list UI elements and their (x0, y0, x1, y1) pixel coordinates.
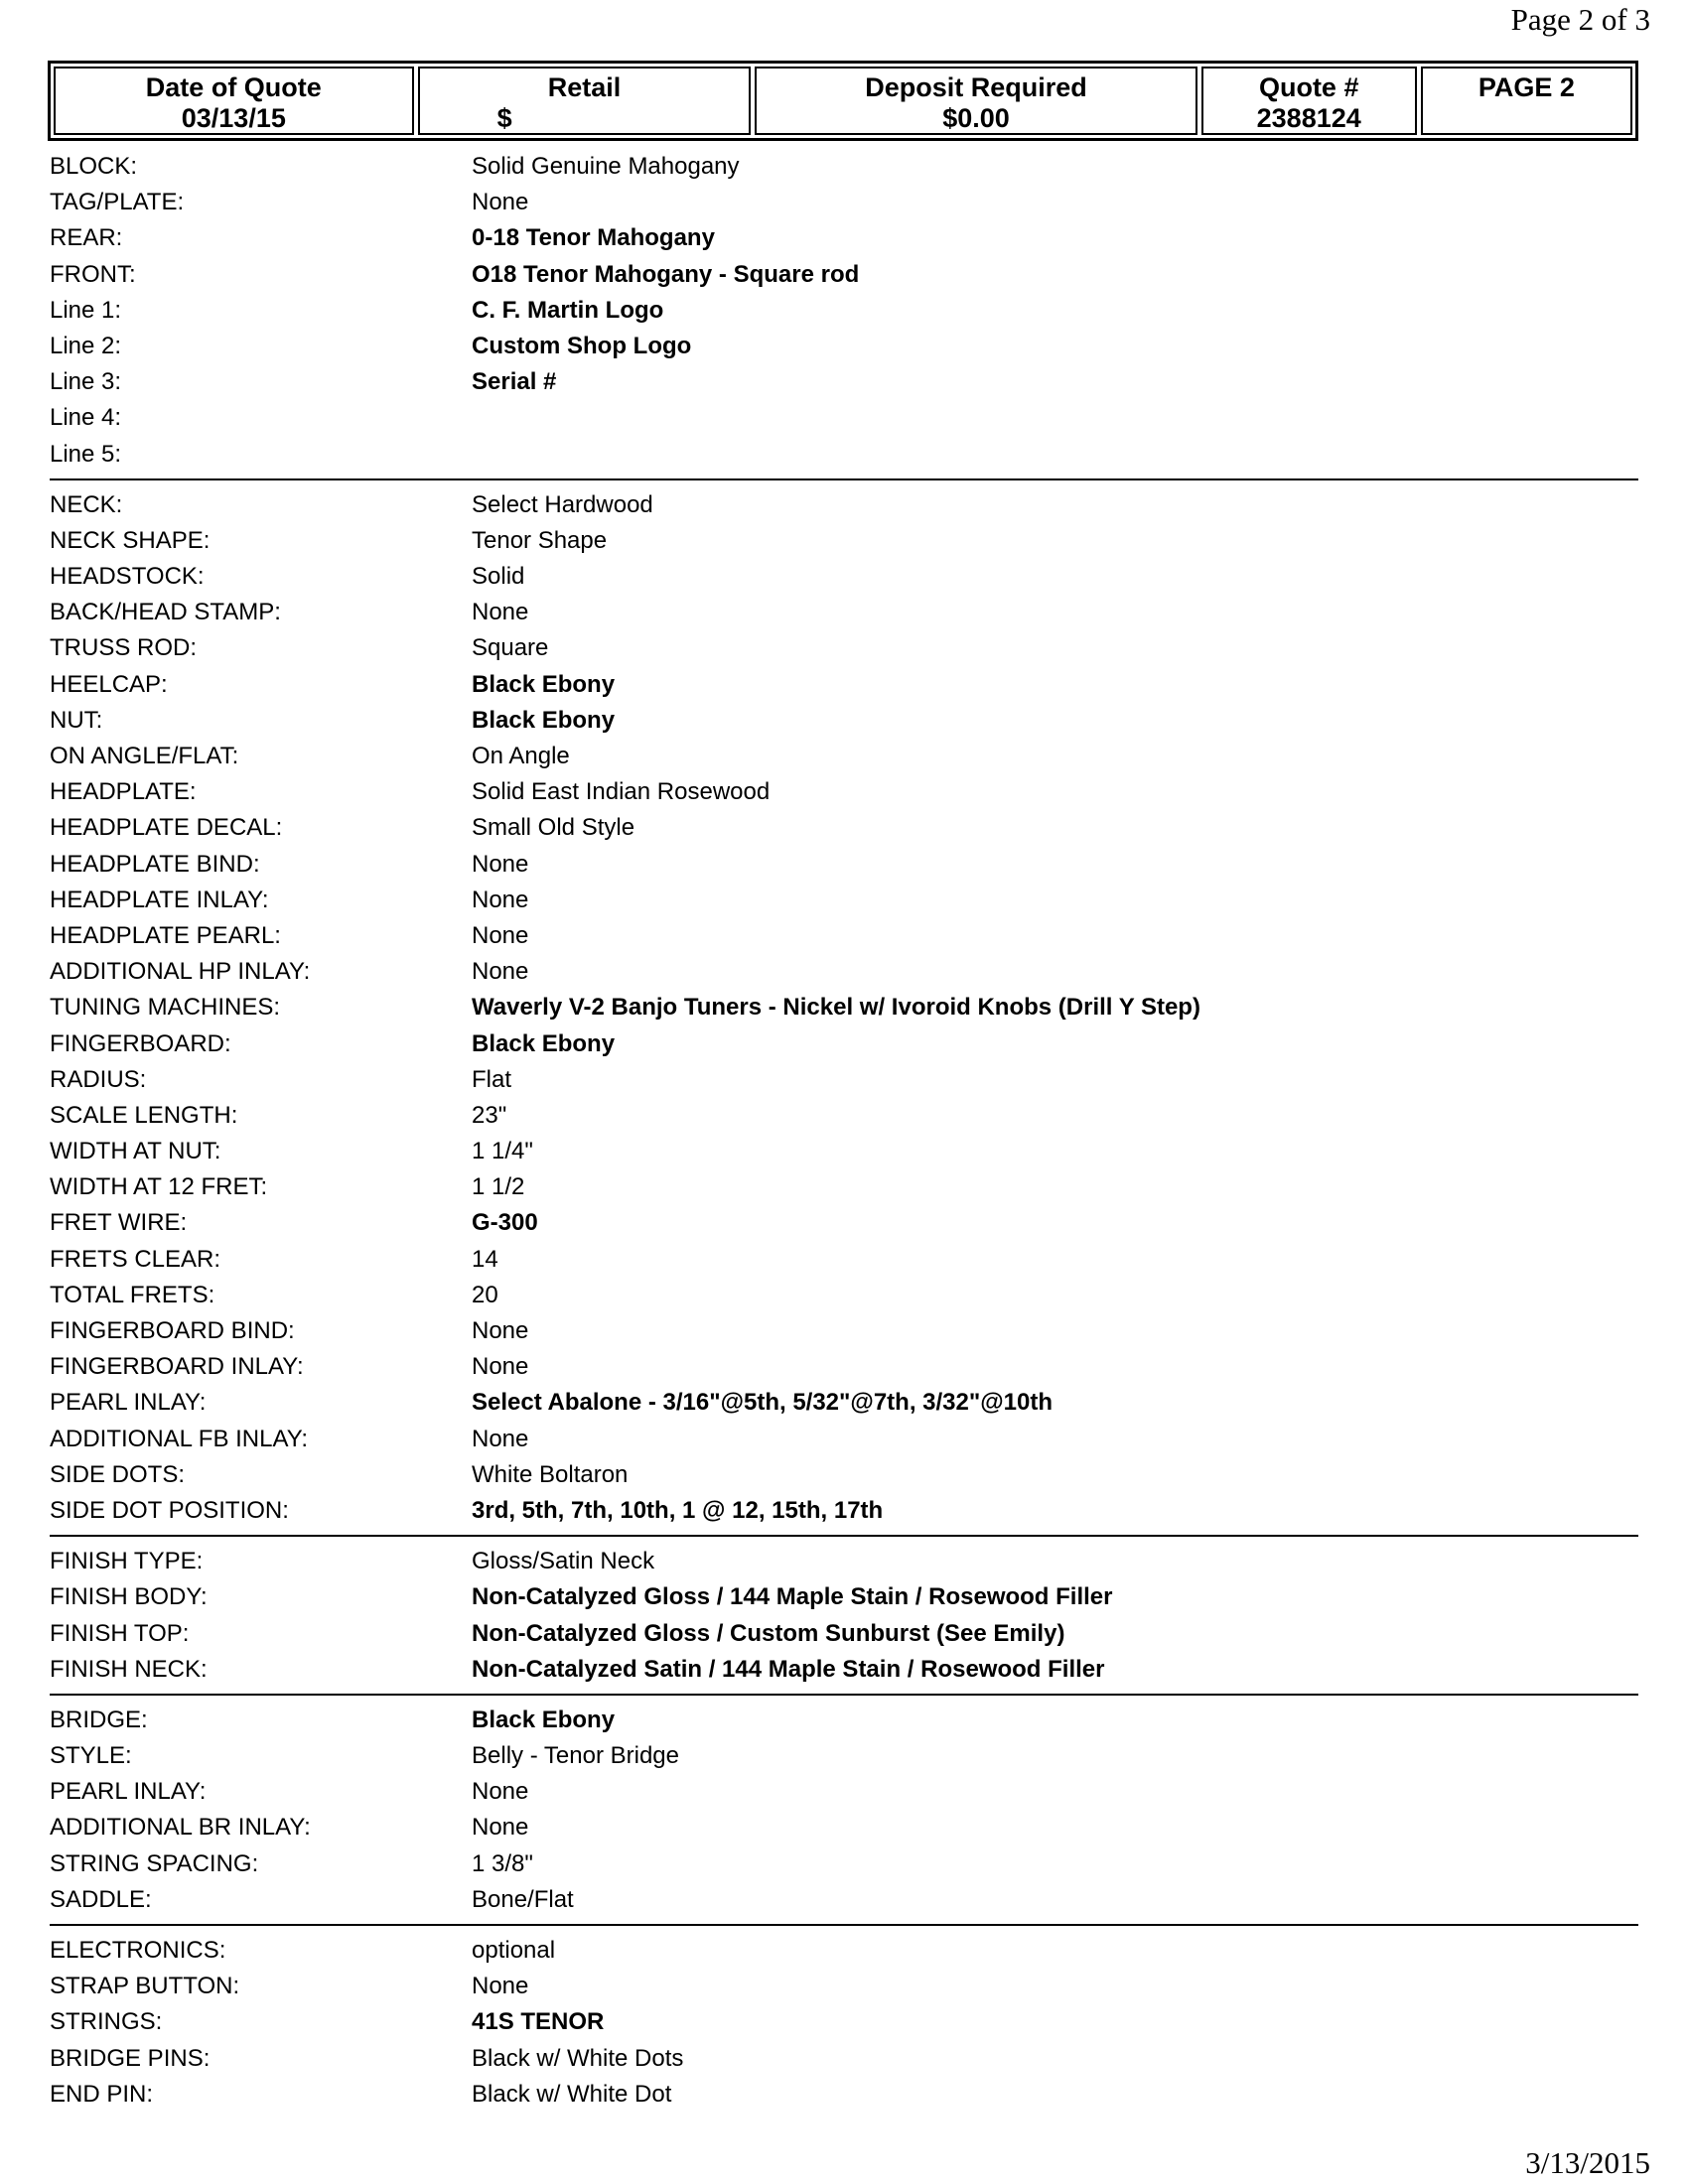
spec-label: ELECTRONICS: (50, 1937, 226, 1964)
deposit-required-label: Deposit Required (865, 72, 1087, 102)
spec-label: NECK: (50, 490, 123, 518)
spec-row (50, 149, 1638, 185)
spec-value: None (472, 921, 529, 949)
spec-label: STRINGS: (50, 2008, 163, 2036)
spec-row (50, 1493, 1638, 1529)
spec-value: Black Ebony (472, 670, 616, 698)
spec-row (50, 990, 1638, 1025)
spec-section (50, 487, 1638, 1537)
spec-label: FINGERBOARD BIND: (50, 1317, 295, 1344)
spec-row (50, 400, 1638, 436)
page-number: Page 2 of 3 (1510, 2, 1650, 37)
spec-label: PEARL INLAY: (50, 1778, 207, 1806)
spec-value: Belly - Tenor Bridge (472, 1742, 679, 1770)
deposit-required-value: $0.00 (942, 103, 1010, 133)
spec-value: Black Ebony (472, 1706, 616, 1733)
spec-row (50, 667, 1638, 703)
spec-label: Line 5: (50, 440, 122, 468)
spec-row (50, 918, 1638, 954)
spec-value: None (472, 958, 529, 986)
spec-label: HEADPLATE PEARL: (50, 921, 281, 949)
spec-label: BLOCK: (50, 153, 138, 180)
spec-row (50, 1933, 1638, 1969)
spec-row (50, 739, 1638, 774)
spec-label: SIDE DOTS: (50, 1460, 186, 1488)
spec-label: HEELCAP: (50, 670, 168, 698)
spec-row (50, 1313, 1638, 1349)
spec-value: Small Old Style (472, 814, 635, 842)
spec-label: TAG/PLATE: (50, 189, 185, 216)
spec-label: BRIDGE PINS: (50, 2044, 211, 2072)
spec-value: Square (472, 634, 549, 662)
spec-row (50, 1703, 1638, 1738)
spec-value: Black w/ White Dot (472, 2080, 672, 2108)
spec-row (50, 1062, 1638, 1098)
spec-label: BACK/HEAD STAMP: (50, 599, 281, 626)
spec-label: STYLE: (50, 1742, 132, 1770)
spec-row (50, 1278, 1638, 1313)
spec-row (50, 1242, 1638, 1278)
spec-label: PEARL INLAY: (50, 1389, 207, 1417)
spec-value: Non-Catalyzed Satin / 144 Maple Stain / Rosewood Filler (472, 1655, 1105, 1683)
spec-label: Line 2: (50, 332, 122, 359)
spec-label: BRIDGE: (50, 1706, 148, 1733)
spec-value: None (472, 1973, 529, 2000)
spec-label: TOTAL FRETS: (50, 1281, 215, 1308)
spec-value: 1 1/4" (472, 1138, 533, 1165)
spec-row (50, 329, 1638, 364)
spec-value: Black w/ White Dots (472, 2044, 684, 2072)
spec-value: None (472, 1814, 529, 1842)
spec-row (50, 293, 1638, 329)
spec-label: TRUSS ROD: (50, 634, 198, 662)
spec-row (50, 364, 1638, 400)
spec-value: Select Hardwood (472, 490, 653, 518)
spec-label: STRING SPACING: (50, 1849, 259, 1877)
spec-row (50, 1385, 1638, 1421)
spec-label: STRAP BUTTON: (50, 1973, 240, 2000)
spec-value: Select Abalone - 3/16"@5th, 5/32"@7th, 3/32"@10th (472, 1389, 1053, 1417)
spec-row (50, 220, 1638, 256)
spec-label: FINISH TOP: (50, 1619, 190, 1647)
spec-list (50, 149, 1638, 2125)
page-tag: PAGE 2 (1477, 72, 1575, 102)
spec-value: Flat (472, 1065, 512, 1093)
spec-value: G-300 (472, 1209, 538, 1237)
spec-label: HEADPLATE BIND: (50, 850, 260, 878)
spec-row (50, 1457, 1638, 1493)
spec-value: 0-18 Tenor Mahogany (472, 224, 715, 252)
spec-value: Custom Shop Logo (472, 332, 692, 359)
spec-row (50, 523, 1638, 559)
quote-number-label: Quote # (1258, 72, 1359, 102)
retail-cell (418, 67, 752, 135)
date-of-quote-cell (54, 67, 414, 135)
quote-number-cell (1201, 67, 1417, 135)
spec-label: WIDTH AT NUT: (50, 1138, 221, 1165)
spec-row (50, 630, 1638, 666)
spec-section (50, 1703, 1638, 1926)
spec-label: FINISH BODY: (50, 1583, 208, 1611)
spec-value: 23" (472, 1101, 507, 1129)
spec-label: Line 4: (50, 404, 122, 432)
spec-value: optional (472, 1937, 556, 1964)
spec-label: FRETS CLEAR: (50, 1245, 221, 1273)
spec-row (50, 1616, 1638, 1652)
spec-label: TUNING MACHINES: (50, 994, 281, 1022)
spec-row (50, 810, 1638, 846)
spec-value: Tenor Shape (472, 526, 608, 554)
spec-value: None (472, 850, 529, 878)
spec-row (50, 559, 1638, 595)
spec-row (50, 257, 1638, 293)
spec-row (50, 2077, 1638, 2113)
spec-label: FRONT: (50, 260, 136, 288)
spec-label: FINISH NECK: (50, 1655, 208, 1683)
spec-label: SADDLE: (50, 1885, 152, 1913)
spec-row (50, 185, 1638, 220)
spec-value: Waverly V-2 Banjo Tuners - Nickel w/ Ivoroid Knobs (Drill Y Step) (472, 994, 1200, 1022)
spec-value: Solid (472, 563, 525, 591)
spec-row (50, 1882, 1638, 1918)
spec-value: Non-Catalyzed Gloss / Custom Sunburst (See Emily) (472, 1619, 1065, 1647)
spec-row (50, 1026, 1638, 1062)
spec-row (50, 703, 1638, 739)
spec-value: O18 Tenor Mahogany - Square rod (472, 260, 860, 288)
spec-value: 20 (472, 1281, 498, 1308)
spec-value: Solid Genuine Mahogany (472, 153, 740, 180)
spec-section (50, 1544, 1638, 1696)
spec-row (50, 1422, 1638, 1457)
spec-label: HEADPLATE DECAL: (50, 814, 283, 842)
spec-label: FRET WIRE: (50, 1209, 188, 1237)
retail-label: Retail (547, 72, 622, 102)
spec-row (50, 1349, 1638, 1385)
spec-value: 41S TENOR (472, 2008, 605, 2036)
spec-label: RADIUS: (50, 1065, 147, 1093)
spec-label: END PIN: (50, 2080, 154, 2108)
spec-row (50, 954, 1638, 990)
spec-label: FINGERBOARD INLAY: (50, 1353, 304, 1381)
spec-row (50, 1134, 1638, 1169)
spec-value: Black Ebony (472, 1029, 616, 1057)
spec-row (50, 437, 1638, 473)
spec-value: None (472, 599, 529, 626)
spec-label: HEADPLATE: (50, 778, 197, 806)
date-of-quote-value: 03/13/15 (181, 103, 286, 133)
spec-row (50, 1652, 1638, 1688)
footer-date: 3/13/2015 (1525, 2145, 1650, 2180)
spec-section (50, 1933, 1638, 2118)
spec-row (50, 847, 1638, 883)
spec-value: 1 1/2 (472, 1173, 525, 1201)
spec-value: None (472, 1778, 529, 1806)
spec-row (50, 2041, 1638, 2077)
spec-label: SIDE DOT POSITION: (50, 1496, 289, 1524)
spec-value: None (472, 1353, 529, 1381)
spec-row (50, 1544, 1638, 1579)
spec-value: None (472, 886, 529, 913)
spec-label: ADDITIONAL BR INLAY: (50, 1814, 311, 1842)
retail-value: $ (496, 103, 512, 133)
spec-label: HEADSTOCK: (50, 563, 205, 591)
spec-label: WIDTH AT 12 FRET: (50, 1173, 268, 1201)
spec-row (50, 1098, 1638, 1134)
spec-value: Solid East Indian Rosewood (472, 778, 771, 806)
spec-value: None (472, 1425, 529, 1452)
spec-label: ON ANGLE/FLAT: (50, 743, 239, 769)
spec-row (50, 595, 1638, 630)
spec-label: Line 3: (50, 368, 122, 396)
spec-value: Serial # (472, 368, 557, 396)
spec-value: C. F. Martin Logo (472, 296, 664, 324)
spec-value: On Angle (472, 743, 570, 769)
page-tag-cell (1421, 67, 1632, 135)
spec-row (50, 1169, 1638, 1205)
spec-label: Line 1: (50, 296, 122, 324)
spec-row (50, 487, 1638, 523)
spec-row (50, 1579, 1638, 1615)
spec-label: FINGERBOARD: (50, 1029, 231, 1057)
date-of-quote-label: Date of Quote (145, 72, 322, 102)
spec-row (50, 1205, 1638, 1241)
spec-value: Gloss/Satin Neck (472, 1548, 655, 1575)
spec-row (50, 1738, 1638, 1774)
spec-label: NECK SHAPE: (50, 526, 211, 554)
spec-value: Bone/Flat (472, 1885, 574, 1913)
spec-row (50, 1969, 1638, 2004)
spec-value: None (472, 1317, 529, 1344)
spec-row (50, 774, 1638, 810)
quote-header-table (48, 61, 1638, 141)
spec-value: Black Ebony (472, 706, 616, 734)
spec-label: ADDITIONAL FB INLAY: (50, 1425, 309, 1452)
spec-row (50, 2004, 1638, 2040)
spec-label: SCALE LENGTH: (50, 1101, 238, 1129)
spec-label: FINISH TYPE: (50, 1548, 204, 1575)
spec-label: NUT: (50, 706, 103, 734)
spec-value: 3rd, 5th, 7th, 10th, 1 @ 12, 15th, 17th (472, 1496, 884, 1524)
spec-row (50, 1810, 1638, 1845)
spec-label: ADDITIONAL HP INLAY: (50, 958, 311, 986)
spec-value: Non-Catalyzed Gloss / 144 Maple Stain / Rosewood Filler (472, 1583, 1113, 1611)
spec-section (50, 149, 1638, 480)
spec-row (50, 1846, 1638, 1882)
spec-value: None (472, 189, 529, 216)
spec-value: 1 3/8" (472, 1849, 533, 1877)
spec-value: 14 (472, 1245, 498, 1273)
spec-value: White Boltaron (472, 1460, 629, 1488)
spec-row (50, 883, 1638, 918)
quote-number-value: 2388124 (1256, 103, 1361, 133)
spec-label: HEADPLATE INLAY: (50, 886, 269, 913)
spec-label: REAR: (50, 224, 123, 252)
spec-row (50, 1774, 1638, 1810)
deposit-required-cell (755, 67, 1196, 135)
